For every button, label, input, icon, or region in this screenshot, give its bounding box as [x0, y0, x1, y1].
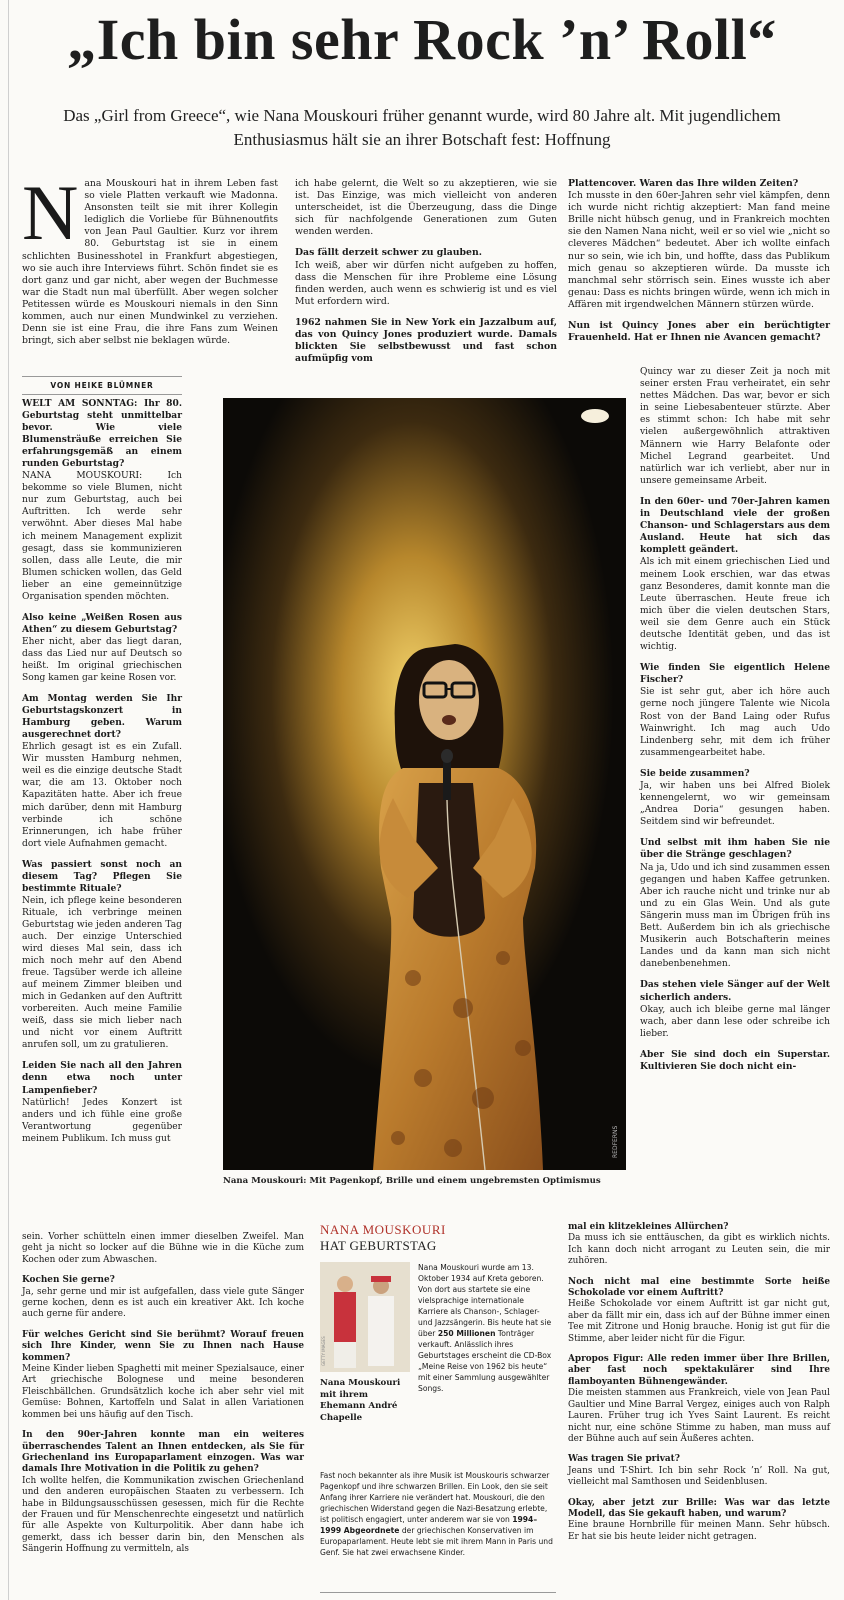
- main-photo: [223, 398, 626, 1170]
- info-box-title: NANA MOUSKOURI: [320, 1222, 446, 1237]
- intro-block: [22, 169, 278, 347]
- interview-question: Und selbst mit ihm haben Sie nie über die Stränge geschlagen?: [640, 837, 830, 861]
- interview-question: Apropos Figur: Alle reden immer über Ihre Brillen, aber fast noch spektakulärer sind Ihre flamboyanten Bühnengewänder.: [568, 1354, 830, 1387]
- interview-answer: Okay, auch ich bleibe gerne mal länger wach, aber dann lese oder schreibe ich lieber.: [640, 1004, 830, 1039]
- interview-answer: Ja, wir haben uns bei Alfred Biolek kennengelernt, wo wir gemeinsam „Andrea Doria“ gesungen haben. Seitdem sind wir befreundet.: [640, 781, 830, 828]
- interview-question: Für welches Gericht sind Sie berühmt? Worauf freuen sich Ihre Kinder, wenn Sie zu Ihnen nach Hause kommen?: [22, 1329, 304, 1363]
- info-text-part: der griechischen Konservativen im Europaparlament. Heute lebt sie mit ihrem Mann in Paris und Genf. Sie hat zwei erwachsene Kinder.: [320, 1526, 553, 1557]
- interview-question: Kochen Sie gerne?: [22, 1275, 115, 1286]
- interview-question: Nun ist Quincy Jones aber ein berüchtigter Frauenheld. Hat er Ihnen nie Avancen gemacht?: [568, 320, 830, 344]
- info-box-text: [418, 1262, 556, 1394]
- interview-question: Was tragen Sie privat?: [568, 1454, 680, 1465]
- info-box-photo-credit: GETTY IMAGES: [321, 1336, 326, 1366]
- interview-answer: Quincy war zu dieser Zeit ja noch mit seiner ersten Frau verheiratet, ein sehr nettes Mädchen. Das war, bevor er sich in seine Liebesabenteuer stürzte. Aber es stimmt schon: Ich habe mit sehr vielen außergewöhnlich attraktiven Männern wie Harry Belafonte oder Michel Legrand gearbeitet. Und natürlich war ich verliebt, aber nur in unsere gemeinsame Arbeit.: [640, 367, 830, 486]
- interview-answer: Als ich mit einem griechischen Lied und meinem Look erschien, war das etwas ganz Besonderes, damit konnte man die Leute überraschen. Heute freue ich mich über die vielen deutschen Stars, weil sie dem Genre auch ein Stück deutsche Identität geben, und das ist wichtig.: [640, 557, 830, 653]
- info-box-rule: [320, 1592, 556, 1593]
- interview-column-3-narrow: [640, 366, 830, 1073]
- interview-column-1-wide: [22, 1232, 304, 1556]
- interview-answer: Na ja, Udo und ich sind zusammen essen gegangen und haben Kaffee getrunken. Aber ich rauche nicht und trinke nur ab und zu ein Glas Wein. Und als gute Sängerin muss man im Übrigen früh ins Bett. Außerdem bin ich als griechische Musikerin auch Botschafterin meines Landes und da kann man sich nicht danebenbenehmen.: [640, 862, 830, 970]
- interview-question: 1962 nahmen Sie in New York ein Jazzalbum auf, das von Quincy Jones produziert wurde. Damals blickten Sie selbstbewusst und fast schon aufmüpfig vom: [295, 316, 557, 365]
- interview-question: Was passiert sonst noch an diesem Tag? Pflegen Sie bestimmte Rituale?: [22, 858, 182, 894]
- info-text-part: Tonträger verkauft. Anlässlich ihres Geburtstages erscheint die CD-Box „Meine Reise von 1962 bis heute“ mit einer Sammlung ausgewählter Songs.: [418, 1329, 552, 1393]
- info-box: [320, 1222, 556, 1592]
- interview-answer: Ehrlich gesagt ist es ein Zufall. Wir mussten Hamburg nehmen, weil es die einzige deutsche Stadt war, die am 13. Oktober noch Kapazitäten hatte. Aber ich freue mich darüber, denn mit Hamburg verbinde ich schöne Erinnerungen, ich habe früher dort viele Aufnahmen gemacht.: [22, 742, 182, 849]
- interview-question: In den 90er-Jahren konnte man ein weiteres überraschendes Talent an Ihnen entdecken, als Sie für Griechenland ins Europaparlament einzogen. Was war damals Ihre Motivation in die Politik zu gehen?: [22, 1430, 304, 1475]
- interview-answer: Die meisten stammen aus Frankreich, viele von Jean Paul Gaultier und Mine Barral Vergez, einiges auch von Ralph Lauren. Früher trug ich Yves Saint Laurent. Es reicht nicht nur, eine schöne Stimme zu haben, man muss auf der Bühne auch auf sein Äußeres achten.: [568, 1388, 830, 1444]
- interview-question: Sie beide zusammen?: [640, 767, 750, 779]
- info-box-photo: [320, 1262, 410, 1372]
- interview-answer: Eine braune Hornbrille für meinen Mann. Sehr hübsch. Er hat sie bis heute leider nicht getragen.: [568, 1520, 830, 1542]
- interview-question: In den 60er- und 70er-Jahren kamen in Deutschland viele der großen Chanson- und Schlagerstars aus dem Ausland. Heute hat sich das komplett geändert.: [640, 495, 830, 556]
- headline: „Ich bin sehr Rock ’n’ Roll“: [67, 7, 777, 72]
- interview-question: Wie finden Sie eigentlich Helene Fischer?: [640, 662, 830, 686]
- interview-question: Plattencover. Waren das Ihre wilden Zeiten?: [568, 178, 799, 189]
- info-box-text-2: [320, 1470, 556, 1558]
- info-box-subtitle: HAT GEBURTSTAG: [320, 1238, 437, 1253]
- page-edge-rule: [8, 0, 9, 1600]
- interview-question: mal ein klitzekleines Allürchen?: [568, 1222, 729, 1232]
- interview-answer: Ich musste in den 60er-Jahren sehr viel kämpfen, denn ich wurde nicht richtig akzeptiert: Man fand meine Brille nicht hübsch genug, und in Frankreich mochten sie den Namen Nana nicht, weil er so viel wie „nicht so cleveres Mädchen“ bedeutet. Aber ich wollte einfach nur so sein, wie ich bin, und hoffte, dass das Publikum mich genau so akzeptieren würde. Da musste ich manchmal sehr störrisch sein. Eines wusste ich aber genau: Dass es nichts bringen würde, wenn ich mich in Affären mit irgendwelchen Männern stürzen würde.: [568, 190, 830, 310]
- interview-question: WELT AM SONNTAG: Ihr 80. Geburtstag steht unmittelbar bevor. Wie viele Blumensträuße erreichen Sie erfahrungsgemäß an einem runden Geburtstag?: [22, 398, 182, 470]
- info-box-caption: Nana Mouskouri mit ihrem Ehemann André Chapelle: [320, 1378, 401, 1423]
- interview-answer: Nein, ich pflege keine besonderen Rituale, ich verbringe meinen Geburtstag wie jeden anderen Tag auch. Der einzige Unterschied wird dieses Mal sein, dass ich mich noch mehr auf den Abend freue. Tagsüber werde ich alleine auf meinem Zimmer bleiben und mich in Gedanken auf den Auftritt vorbereiten. Auch meine Familie weiß, dass sie mich lieber nach und nicht vor einem Auftritt anrufen soll, um zu gratulieren.: [22, 895, 182, 1051]
- interview-question: Leiden Sie nach all den Jahren denn etwa noch unter Lampenfieber?: [22, 1060, 182, 1096]
- info-text-part: Fast noch bekannter als ihre Musik ist Mouskouris schwarzer Pagenkopf und ihre schwarzen Brillen. Ein Look, den sie seit Anfang ihrer Karriere nie verändert hat. Mouskouri, die den griechischen Widerstand gegen die Nazi-Besatzung erlebte, ist politisch engagiert, unter anderem war sie von: [320, 1471, 550, 1524]
- interview-question: Am Montag werden Sie Ihr Geburtstagskonzert in Hamburg geben. Warum ausgerechnet dort?: [22, 693, 182, 741]
- photo-caption: Nana Mouskouri: Mit Pagenkopf, Brille und einem ungebremsten Optimismus: [223, 1176, 601, 1186]
- interview-answer: Ich wollte helfen, die Kommunikation zwischen Griechenland und den anderen europäischen Staaten zu verbessern. Ich habe in Bildungsausschüssen gesessen, mich für die Rechte der Frauen und für Menschenrechte eingesetzt und natürlich für alle Aspekte von Kulturpolitik. Aber dann habe ich gemerkt, dass ich besser darin bin, den Menschen als Sängerin Hoffnung zu vermitteln, als: [22, 1475, 304, 1555]
- interview-answer: sein. Vorher schütteln einen immer dieselben Zweifel. Man geht ja nicht so locker auf die Bühne wie in die Küche zum Kochen oder zum Abwaschen.: [22, 1232, 304, 1265]
- interview-column-1: [22, 398, 182, 1145]
- interview-question: Aber Sie sind doch ein Superstar. Kultivieren Sie doch nicht ein-: [640, 1048, 830, 1072]
- interview-answer: Natürlich! Jedes Konzert ist anders und ich fühle eine große Verantwortung gegenüber meinem Publikum. Ich muss gut: [22, 1097, 182, 1144]
- singer-photo-illustration: [223, 398, 626, 1170]
- deck: Das „Girl from Greece“, wie Nana Mouskouri früher genannt wurde, wird 80 Jahre alt. Mit jugendlichem Enthusiasmus hält sie an ihrer Botschaft fest: Hoffnung: [63, 106, 781, 149]
- interview-question: Also keine „Weißen Rosen aus Athen“ zu diesem Geburtstag?: [22, 611, 182, 635]
- interview-question: Noch nicht mal eine bestimmte Sorte heiße Schokolade vor einem Auftritt?: [568, 1276, 830, 1299]
- interview-column-2: [295, 178, 557, 365]
- interview-answer: Ja, sehr gerne und mir ist aufgefallen, dass viele gute Sänger gerne kochen, denn es ist auch ein kreativer Akt. Ich koche auch gerne für andere.: [22, 1286, 304, 1320]
- info-text-part: Nana Mouskouri wurde am 13. Oktober 1934 auf Kreta geboren. Von dort aus startete sie eine vielsprachige internationale Karriere als Chanson-, Schlager- und Jazzsängerin. Bis heute hat sie über: [418, 1263, 552, 1338]
- photo-credit: REDFERNS: [612, 1125, 619, 1158]
- interview-answer: Jeans und T-Shirt. Ich bin sehr Rock ’n’ Roll. Na gut, vielleicht mal Samthosen und Seidenblusen.: [568, 1465, 830, 1488]
- interview-answer: ich habe gelernt, die Welt so zu akzeptieren, wie sie ist. Das Einzige, was mich vielleicht von anderen unterscheidet, ist die Überzeugung, dass die Dinge sich für nachfolgende Generationen zum Guten wenden werden.: [295, 178, 557, 238]
- interview-column-3: [568, 178, 830, 344]
- stage-light-icon: [581, 409, 609, 423]
- info-text-highlight: 250 Millionen: [437, 1329, 496, 1338]
- interview-question: Das fällt derzeit schwer zu glauben.: [295, 247, 482, 259]
- interview-question: Das stehen viele Sänger auf der Welt sicherlich anders.: [640, 979, 830, 1003]
- interview-answer: Meine Kinder lieben Spaghetti mit meiner Spezialsauce, einer Art griechische Bolognese und meine besonderen Fleischbällchen. Grundsätzlich koche ich aber sehr viel mit Gemüse: Bohnen, Kartoffeln und Salat in allen Variationen kommen bei uns häufig auf den Tisch.: [22, 1364, 304, 1420]
- info-text-highlight: 1994–1999 Abgeordnete: [320, 1515, 538, 1535]
- interview-answer: Ich weiß, aber wir dürfen nicht aufgeben zu hoffen, dass die Menschen für ihre Probleme eine Lösung finden werden, auch wenn es schwierig ist und es viel Mut erfordern wird.: [295, 259, 557, 307]
- interview-answer: NANA MOUSKOURI: Ich bekomme so viele Blumen, nicht nur zum Geburtstag, auch bei Auftritten. Ich werde sehr verwöhnt. Aber dieses Mal habe ich meinem Management explizit gesagt, dass sie kommunizieren sollen, dass alle Leute, die mir Blumen schicken wollen, das Geld lieber an eine gemeinnützige Organisation spenden möchten.: [22, 471, 182, 602]
- interview-answer: Eher nicht, aber das liegt daran, dass das Lied nur auf Deutsch so heißt. Im original griechischen Song kamen gar keine Rosen vor.: [22, 636, 182, 684]
- interview-answer: Heiße Schokolade vor einem Auftritt ist gar nicht gut, aber da fällt mir ein, dass ich auf der Bühne immer einen Tee mit Zitrone und Honig brauche. Honig ist gut für die Stimme, aber leider nicht für die Figur.: [568, 1299, 830, 1344]
- dropcap: N: [22, 169, 79, 256]
- byline: VON HEIKE BLÜMNER: [22, 376, 182, 395]
- intro-text: ana Mouskouri hat in ihrem Leben fast so viele Platten verkauft wie Madonna. Ansonsten teilt sie mit ihrer Kollegin lediglich die Vorliebe für Bühnenoutfits von Jean Paul Gaultier. Kurz vor ihrem 80. Geburtstag ist sie in einem schlichten Businesshotel in Frankfurt abgestiegen, wo sie auch ihre Interviews führt. Schön findet sie es dort ganz und gar nicht, aber wegen der Buchmesse war die Stadt nun mal überfüllt. Aber wegen solcher Petitessen würde es Mouskouri niemals in den Sinn kommen, auch nur einen Mundwinkel zu verziehen. Denn sie ist eine Frau, die ihre Fans zum Weinen bringt, sich aber selbst nie beklagen würde.: [22, 178, 278, 347]
- interview-answer: Sie ist sehr gut, aber ich höre auch gerne noch jüngere Talente wie Nicola Rost von der Band Laing oder Rufus Wainwright. Ich mag auch Udo Lindenberg sehr, mit dem ich früher zusammengearbeitet habe.: [640, 687, 830, 758]
- interview-column-3-wide: [568, 1222, 830, 1543]
- interview-question: Okay, aber jetzt zur Brille: Was war das letzte Modell, das Sie gekauft haben, und warum?: [568, 1497, 830, 1519]
- interview-answer: Da muss ich sie enttäuschen, da gibt es wirklich nichts. Ich kann doch nicht arrogant zu Leuten sein, die mir zuhören.: [568, 1233, 830, 1267]
